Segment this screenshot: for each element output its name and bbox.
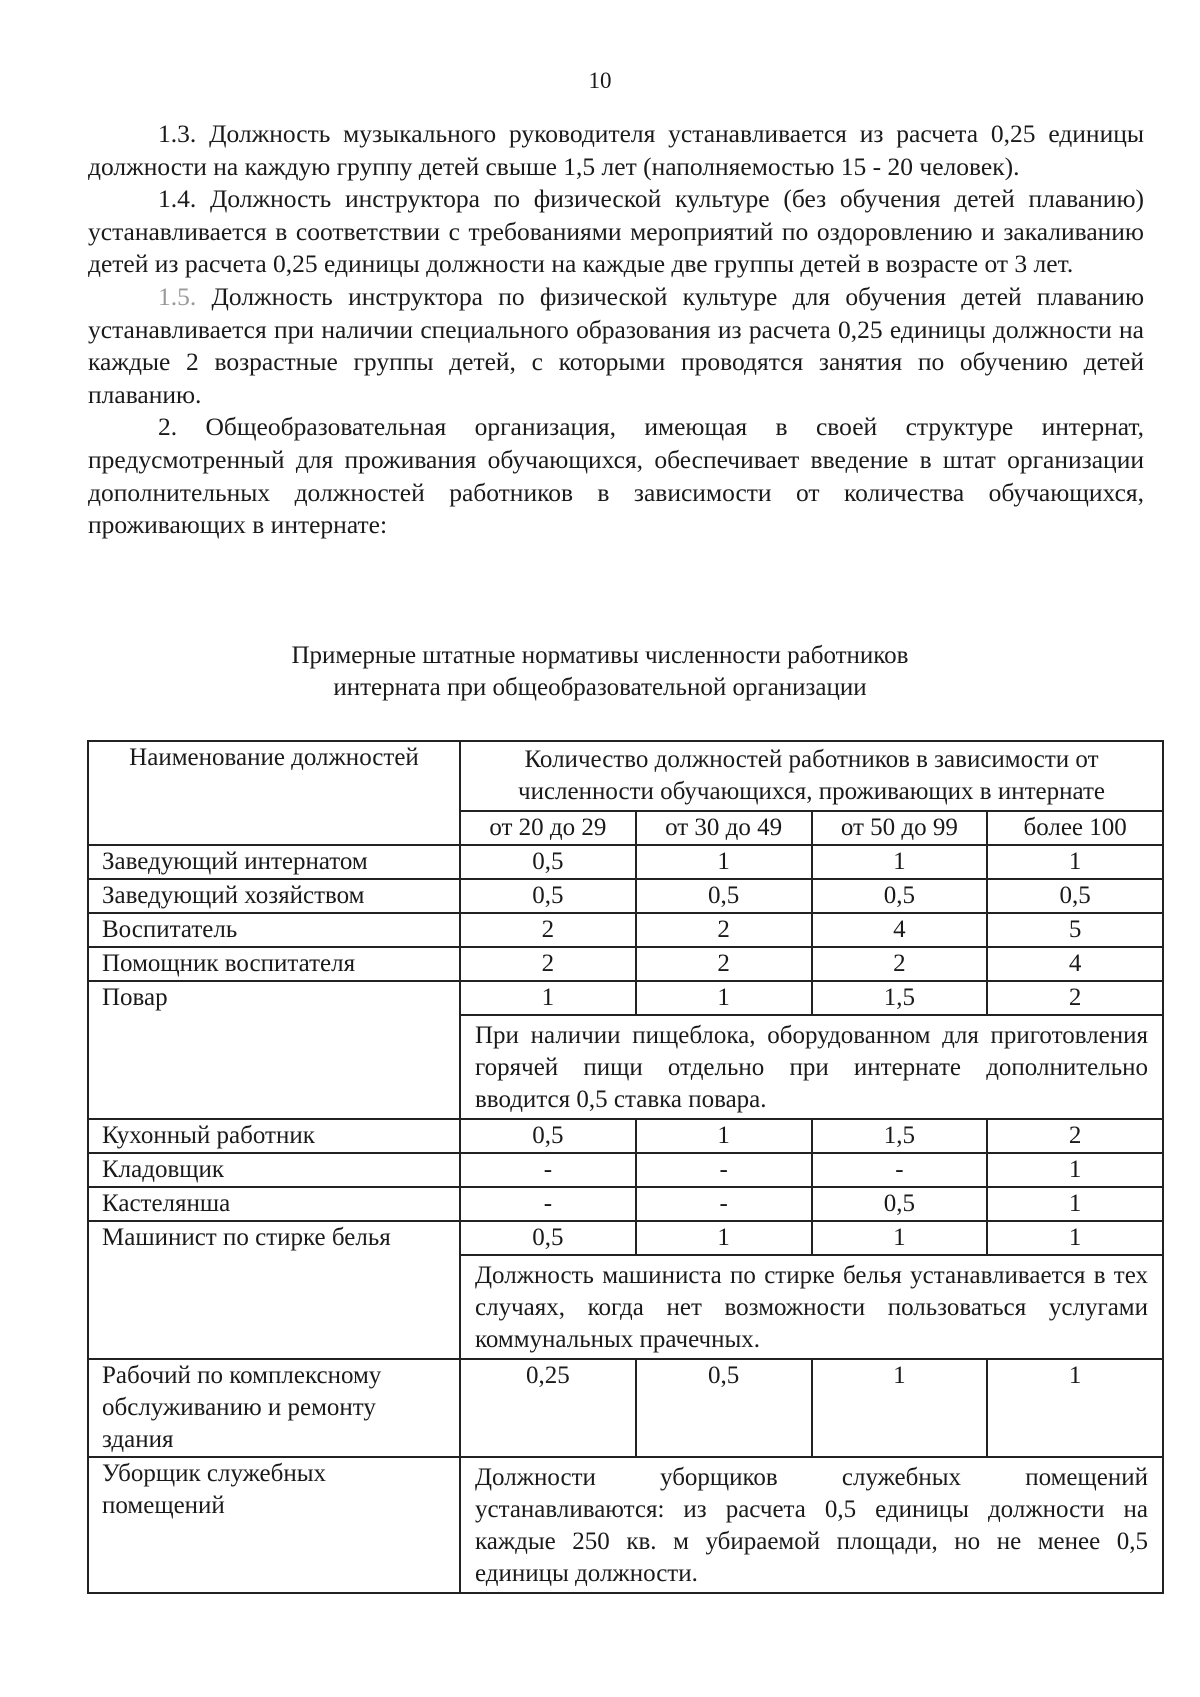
value-cell: 2 xyxy=(812,947,988,981)
value-cell: 0,5 xyxy=(636,879,812,913)
paragraph-1-5 xyxy=(88,281,1144,411)
note-cell: Должность машиниста по стирке белья устанавливается в тех случаях, когда нет возможности пользоваться услугами коммунальных прачечных. xyxy=(460,1255,1163,1359)
position-name: Помощник воспитателя xyxy=(88,947,460,981)
value-cell: 0,5 xyxy=(812,1187,988,1221)
value-cell: 1 xyxy=(636,1221,812,1255)
body-text xyxy=(88,118,1144,542)
value-cell: 1 xyxy=(636,981,812,1015)
value-cell: 0,5 xyxy=(460,879,636,913)
paragraph-text: Должность инструктора по физической культуре для обучения детей плаванию устанавливается при наличии специального образования из расчета 0,25 единицы должности на каждые 2 возрастные группы детей, с которыми проводятся занятия по обучению детей плаванию. xyxy=(88,281,1144,409)
value-cell: 1 xyxy=(812,1221,988,1255)
value-cell: 1 xyxy=(812,845,988,879)
value-cell: 5 xyxy=(987,913,1163,947)
table-caption-line-2: интерната при общеобразовательной организации xyxy=(333,674,867,701)
paragraph-number: 1.3. xyxy=(158,119,197,148)
paragraph-1-3 xyxy=(88,118,1144,183)
value-cell: 1 xyxy=(812,1359,988,1457)
value-cell: 0,5 xyxy=(636,1359,812,1457)
value-cell: - xyxy=(636,1187,812,1221)
value-cell: 1 xyxy=(987,1187,1163,1221)
header-col-2: от 30 до 49 xyxy=(636,811,812,845)
table-header-row xyxy=(88,741,1163,811)
table-row xyxy=(88,845,1163,879)
value-cell: 2 xyxy=(460,947,636,981)
value-cell: - xyxy=(460,1153,636,1187)
table-row xyxy=(88,1359,1163,1457)
value-cell: 2 xyxy=(987,981,1163,1015)
position-name: Кладовщик xyxy=(88,1153,460,1187)
value-cell: 1,5 xyxy=(812,1119,988,1153)
value-cell: 0,5 xyxy=(812,879,988,913)
staffing-table xyxy=(87,740,1164,1594)
value-cell: 2 xyxy=(460,913,636,947)
value-cell: 1 xyxy=(987,1153,1163,1187)
value-cell: 1 xyxy=(987,1221,1163,1255)
header-col-1: от 20 до 29 xyxy=(460,811,636,845)
table-row xyxy=(88,879,1163,913)
table-caption-line-1: Примерные штатные нормативы численности работников xyxy=(291,642,909,669)
note-cell: Должности уборщиков служебных помещений устанавливаются: из расчета 0,5 единицы должности на каждые 250 кв. м убираемой площади, но не менее 0,5 единицы должности. xyxy=(460,1457,1163,1593)
paragraph-number: 1.4. xyxy=(158,184,197,214)
value-cell: 0,5 xyxy=(460,1221,636,1255)
paragraph-2 xyxy=(88,411,1144,541)
value-cell: 0,5 xyxy=(460,1119,636,1153)
position-name: Кастелянша xyxy=(88,1187,460,1221)
position-name: Повар xyxy=(88,981,460,1119)
header-position-name: Наименование должностей xyxy=(88,741,460,845)
table-row xyxy=(88,1119,1163,1153)
position-name: Рабочий по комплексному обслуживанию и ремонту здания xyxy=(88,1359,460,1457)
value-cell: - xyxy=(636,1153,812,1187)
value-cell: 0,5 xyxy=(460,845,636,879)
table-row xyxy=(88,1457,1163,1593)
paragraph-number: 2. xyxy=(158,412,178,442)
value-cell: 1,5 xyxy=(812,981,988,1015)
value-cell: 1 xyxy=(636,1119,812,1153)
paragraph-1-4 xyxy=(88,183,1144,281)
position-name: Воспитатель xyxy=(88,913,460,947)
value-cell: 4 xyxy=(987,947,1163,981)
value-cell: 1 xyxy=(987,1359,1163,1457)
header-group: Количество должностей работников в зависимости от численности обучающихся, проживающих в интернате xyxy=(460,741,1163,811)
value-cell: 0,5 xyxy=(987,879,1163,913)
value-cell: 1 xyxy=(636,845,812,879)
value-cell: 0,25 xyxy=(460,1359,636,1457)
value-cell: 2 xyxy=(636,947,812,981)
table-row xyxy=(88,947,1163,981)
table-row xyxy=(88,913,1163,947)
value-cell: 1 xyxy=(460,981,636,1015)
paragraph-text: Общеобразовательная организация, имеющая в своей структуре интернат, предусмотренный для проживания обучающихся, обеспечивает введение в штат организации дополнительных должностей работников в зависимости от количества обучающихся, проживающих в интернате: xyxy=(88,412,1144,540)
value-cell: 1 xyxy=(987,845,1163,879)
paragraph-number: 1.5. xyxy=(158,281,197,311)
value-cell: 4 xyxy=(812,913,988,947)
table-row xyxy=(88,1187,1163,1221)
position-name: Уборщик служебных помещений xyxy=(88,1457,460,1593)
value-cell: - xyxy=(460,1187,636,1221)
value-cell: 2 xyxy=(636,913,812,947)
position-name: Машинист по стирке белья xyxy=(88,1221,460,1359)
table-row xyxy=(88,981,1163,1015)
position-name: Заведующий интернатом xyxy=(88,845,460,879)
position-name: Кухонный работник xyxy=(88,1119,460,1153)
table-caption xyxy=(0,640,1200,704)
paragraph-text: Должность инструктора по физической культуре (без обучения детей плаванию) устанавливается в соответствии с требованиями мероприятий по оздоровлению и закаливанию детей из расчета 0,25 единицы должности на каждые две группы детей в возрасте от 3 лет. xyxy=(88,184,1144,279)
value-cell: 2 xyxy=(987,1119,1163,1153)
note-cell: При наличии пищеблока, оборудованном для приготовления горячей пищи отдельно при интернате дополнительно вводится 0,5 ставка повара. xyxy=(460,1015,1163,1119)
position-name: Заведующий хозяйством xyxy=(88,879,460,913)
paragraph-text: Должность музыкального руководителя устанавливается из расчета 0,25 единицы должности на каждую группу детей свыше 1,5 лет (наполняемостью 15 - 20 человек). xyxy=(88,119,1144,181)
header-col-3: от 50 до 99 xyxy=(812,811,988,845)
table-row xyxy=(88,1153,1163,1187)
header-col-4: более 100 xyxy=(987,811,1163,845)
value-cell: - xyxy=(812,1153,988,1187)
table-row xyxy=(88,1221,1163,1255)
page-number: 10 xyxy=(588,68,612,93)
